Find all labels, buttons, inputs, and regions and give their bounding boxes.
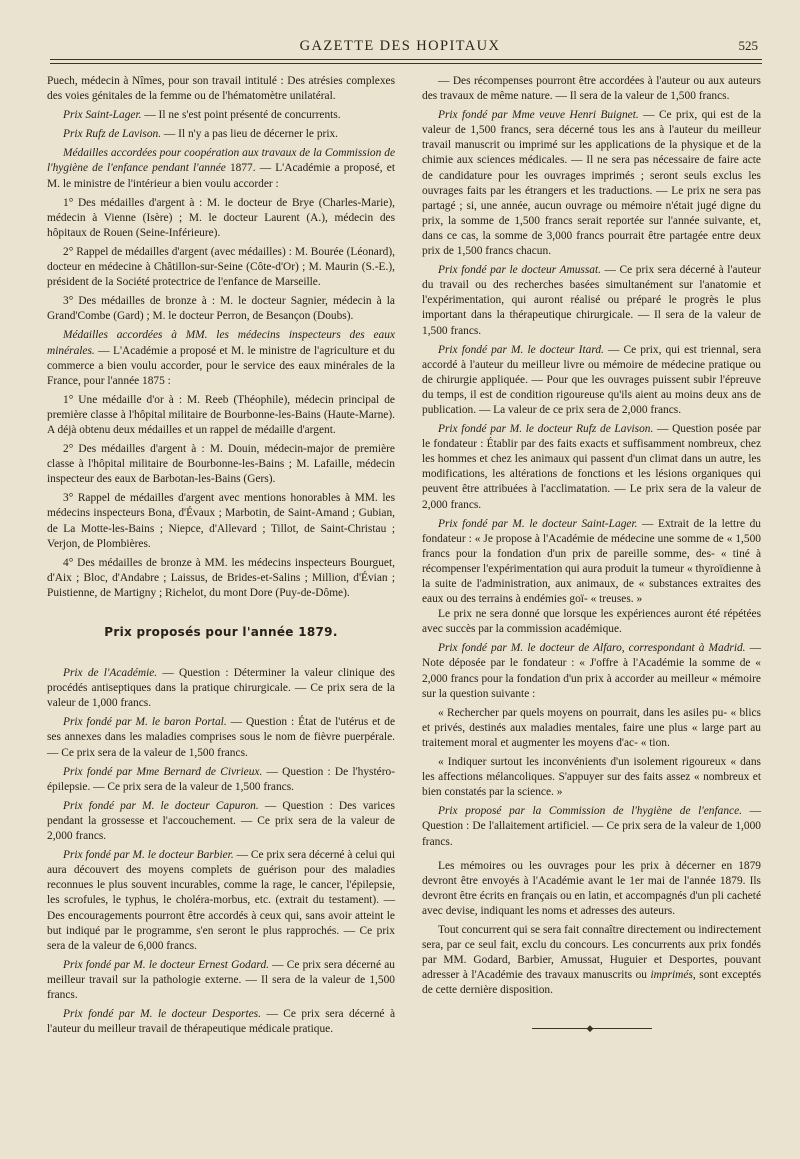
paragraph: 3° Des médailles de bronze à : M. le docteur Sagnier, médecin à la Grand'Combe (Gard) ; M. le docteur Perron, de Besançon (Doubs). [47, 295, 395, 323]
paragraph [47, 958, 395, 1003]
paragraph [422, 804, 761, 849]
paragraph: 1° Des médailles d'argent à : M. le docteur de Brye (Charles-Marie), médecin à Vienne (Isère) ; M. le docteur Laurent (A.), médecin des hôpitaux de Rouen (Seine-Inférieure). [47, 196, 395, 239]
paragraph: 1° Une médaille d'or à : M. Reeb (Théophile), médecin principal de première classe à l'hôpital militaire de Bourbonne-les-Bains (Haute-Marne). A déjà obtenu deux médailles et un rappel de médaille d'argent. [47, 393, 395, 436]
diamond-ornament-icon: ◆ [586, 1023, 594, 1034]
paragraph-text: — Note déposée par le fondateur : « J'offre à l'Académie la somme de « 2,000 francs pour la fondation d'un prix à accorder au meilleur « mémoire sur la question suivante : [422, 642, 761, 700]
section-title: Prix proposés pour l'année 1879. [104, 625, 338, 639]
paragraph: 4° Des médailles de bronze à MM. les médecins inspecteurs Bourguet, d'Aix ; Bloc, d'Andabre ; Laissus, de Brides-et-Salins ; Million, d'Évian ; Puistienne, de Martigny ; Richelot, du mont Dore (Puy-de-Dôme). [47, 556, 395, 599]
page-number: 525 [738, 38, 758, 53]
prize-label: Prix fondé par M. le docteur Desportes. [63, 1008, 261, 1021]
prize-label: Prix Rufz de Lavison. [63, 128, 162, 141]
left-column [47, 74, 395, 1037]
paragraph [422, 517, 761, 608]
paragraph: 3° Rappel de médailles d'argent avec mentions honorables à MM. les médecins inspecteurs Bona, d'Évaux ; Marbotin, de Saint-Amand ; Gubian, de La Motte-les-Bains ; Niepce, d'Allevard ; Tillot, de Saint-Christau ; Verjon, de Plombières. [47, 492, 395, 550]
paragraph [47, 127, 395, 142]
prize-label: Prix fondé par M. le baron Portal. [63, 716, 227, 729]
paragraph-text: — Ce prix sera décerné au meilleur travail sur la pathologie externe. — Il sera de la valeur de 1,500 francs. [47, 958, 395, 1001]
paragraph [422, 923, 761, 998]
paragraph-text: — Question : Des varices pendant la grossesse et l'accouchement. — Ce prix sera de la valeur de 2,000 francs. [47, 799, 395, 843]
prize-label: Prix fondé par Mme Bernard de Civrieux. [63, 765, 263, 778]
paragraph [422, 108, 761, 259]
paragraph: 2° Rappel de médailles d'argent (avec médailles) : M. Bourée (Léonard), docteur en médecine à Châtillon-sur-Seine (Côte-d'Or) ; M. Maurin (S.-E.), président de la Société protectrice de l'enfance de Marseille. [47, 245, 395, 289]
paragraph: Les mémoires ou les ouvrages pour les prix à décerner en 1879 devront être envoyés à l'Académie avant le 1er mai de l'année 1879. Ils devront être écrits en français ou en latin, et accompagnés d'un pli cacheté avec devise, indiquant les noms et adresses des auteurs. [422, 859, 761, 917]
header-rule-thin [50, 63, 762, 64]
paragraph [47, 146, 395, 191]
paragraph [47, 108, 395, 123]
prize-label: Prix fondé par M. le docteur Rufz de Lavison. [438, 423, 654, 436]
paragraph-text: , sont exceptés de cette dernière disposition. [422, 969, 761, 997]
paragraph-text: 1877. — L'Académie a proposé, et M. le ministre de l'intérieur a bien voulu accorder : [47, 162, 395, 190]
header-rule-thick [50, 59, 762, 60]
paragraph [422, 422, 761, 513]
prize-label: Prix fondé par M. le docteur de Alfaro, correspondant à Madrid. [438, 642, 746, 655]
paragraph [47, 848, 395, 954]
prize-label: Prix Saint-Lager. [63, 109, 142, 122]
paragraph-text: — Ce prix sera décerné à celui qui aura découvert des moyens complets de guérison pour des maladies reconnues le plus souvent incurables, comme la rage, le cancer, l'épilepsie, les scrofules, le typhus, le choléra-morbus, etc. (extrait du testament). — Des encouragements pourront être accordés à ceux qui, sans avoir atteint le but indiqué par le programme, s'en seront le plus rapprochés. — Ce prix sera de la valeur de 6,000 francs. [47, 849, 395, 952]
paragraph [47, 715, 395, 760]
paragraph [422, 641, 761, 701]
paragraph [47, 666, 395, 711]
paragraph-text: — Il n'y a pas lieu de décerner le prix. [161, 128, 339, 141]
italic-word: imprimés [650, 969, 693, 982]
paragraph [422, 263, 761, 338]
prize-label: Prix fondé par M. le docteur Saint-Lager. [438, 517, 638, 530]
prize-label: Prix fondé par M. le docteur Barbier. [63, 849, 234, 862]
prize-label: Prix de l'Académie. [63, 667, 158, 680]
prize-label: Médailles accordées à MM. les médecins inspecteurs des eaux minérales. [47, 329, 395, 357]
paragraph-text: — Question : De l'hystéro-épilepsie. — Ce prix sera de la valeur de 1,500 francs. [47, 765, 395, 793]
paragraph-text: — Question posée par le fondateur : Établir par des faits exacts et suffisamment nombreux, chez les hommes et chez les animaux qui passent d'un climat dans un autre, les modifications, les altérations de fonctions et les lésions organiques qui peuvent être attribuées à l'acclimatation. — Le prix sera de la valeur de 2,000 francs. [422, 423, 762, 511]
prize-label: Prix fondé par M. le docteur Ernest Godard. [63, 958, 269, 971]
paragraph-text: — L'Académie a proposé et M. le ministre de l'agriculture et du commerce a bien voulu accorder, pour le service des eaux minérales de la France, pour l'année 1875 : [47, 344, 395, 387]
paragraph-text: — Ce prix, qui est de la valeur de 1,500 francs, sera décerné tous les ans à l'auteur du meilleur travail manuscrit ou imprimé sur les applications de la physique et de la chimie aux sciences médicales. — Il ne sera pas nécessaire de faire acte de candidature pour les ouvrages imprimés ; seront seuls exclus les ouvrages faits par les étrangers et les traductions. — Le prix ne sera pas partagé ; si, une année, aucun ouvrage ou mémoire n'était jugé digne du prix, la somme de 1,500 francs serait reportée sur l'année suivante, et, dans ce cas, la somme de 3,000 francs pourrait être partagée entre deux prix de 1,500 francs chacun. [422, 109, 762, 258]
paragraph-text: — Question : État de l'utérus et de ses annexes dans les maladies comprises sous le nom de fièvre puerpérale. — Ce prix sera de la valeur de 1,500 francs. [47, 716, 395, 759]
prize-label: Prix fondé par le docteur Amussat. [438, 264, 601, 277]
end-ornament-rule [532, 1023, 652, 1034]
paragraph: Puech, médecin à Nîmes, pour son travail intitulé : Des atrésies complexes des voies génitales de la femme ou de l'hématomètre unilatéral. [47, 75, 395, 103]
paragraph-text: — Ce prix, qui est triennal, sera accordé à l'auteur du meilleur livre ou mémoire de médecine pratique ou de chirurgie appliquée. — Pour que les ouvrages puissent subir l'épreuve du temps, il est de condition rigoureuse qu'ils aient au moins deux ans de publication. — La valeur de ce prix sera de 2,000 francs. [422, 343, 761, 416]
page-header-title: GAZETTE DES HOPITAUX [299, 38, 501, 54]
prize-label: Prix proposé par la Commission de l'hygiène de l'enfance. [438, 805, 743, 818]
prize-label: Prix fondé par M. le docteur Capuron. [63, 799, 259, 812]
paragraph-text: — Il ne s'est point présenté de concurrents. [141, 109, 341, 122]
paragraph: — Des récompenses pourront être accordées à l'auteur ou aux auteurs des travaux de même nature. — Il sera de la valeur de 1,500 francs. [422, 75, 761, 103]
paragraph-text: — Question : De l'allaitement artificiel. — Ce prix sera de la valeur de 1,000 francs. [422, 805, 761, 848]
paragraph-text: — Ce prix sera décerné à l'auteur du travail ou des recherches basées simultanément sur l'anatomie et l'expérimentation, qui auront réalisé ou préparé le progrès le plus important dans la thérapeutique chirurgicale. — Il sera de la valeur de 1,500 francs. [422, 264, 761, 337]
paragraph: Le prix ne sera donné que lorsque les expériences auront été répétées avec succès par la commission académique. [422, 608, 761, 636]
paragraph-text: Tout concurrent qui se sera fait connaître directement ou indirectement sera, par ce seul fait, exclu du concours. Les concurrents aux prix fondés par MM. Godard, Barbier, Amussat, Huguier et Desportes, pouvant adresser à l'Académie des travaux manuscrits ou [422, 923, 761, 982]
paragraph [47, 328, 395, 388]
prize-label: Prix fondé par M. le docteur Itard. [438, 343, 604, 356]
paragraph-text: — Ce prix sera décerné à l'auteur du meilleur travail de thérapeutique médicale pratique. [47, 1008, 395, 1036]
prize-label: Médailles accordées pour coopération aux travaux de la Commission de l'hygiène de l'enfance pendant l'année [47, 147, 395, 175]
prize-label: Prix fondé par Mme veuve Henri Buignet. [438, 109, 639, 122]
paragraph: 2° Des médailles d'argent à : M. Douin, médecin-major de première classe à l'hôpital militaire de Bourbonne-les-Bains ; M. Lafaille, médecin inspecteur des eaux de Barbotan-les-Bains (Gers). [47, 443, 395, 486]
paragraph: « Rechercher par quels moyens on pourrait, dans les asiles pu- « blics et privés, destinés aux maladies mentales, faire une plus « large part au traitement moral et augmenter les moyens d'ac- « tion. [422, 706, 761, 749]
paragraph-text: — Extrait de la lettre du fondateur : « Je propose à l'Académie de médecine une somme de « 1,500 francs pour la fondation d'un prix de pareille somme, des- « tiné à récompenser l'expérimentation qui aura produit la tumeur « thyroïdienne à la suite de l'administration, aux animaux, de « substances extraites des eaux ou des terrains à endémies goï- « treuses. » [422, 517, 762, 606]
right-column [422, 74, 762, 1034]
paragraph [47, 765, 395, 795]
paragraph [47, 1007, 395, 1037]
paragraph [422, 343, 761, 418]
paragraph: « Indiquer surtout les inconvénients d'un isolement rigoureux « dans les affections mélancoliques. S'appuyer sur des faits assez « nombreux et bien constatés par la science. » [422, 756, 761, 799]
paragraph [47, 799, 395, 844]
paragraph-text: — Question : Déterminer la valeur clinique des procédés antiseptiques dans la pratique chirurgicale. — Ce prix sera de la valeur de 1,000 francs. [47, 667, 395, 710]
